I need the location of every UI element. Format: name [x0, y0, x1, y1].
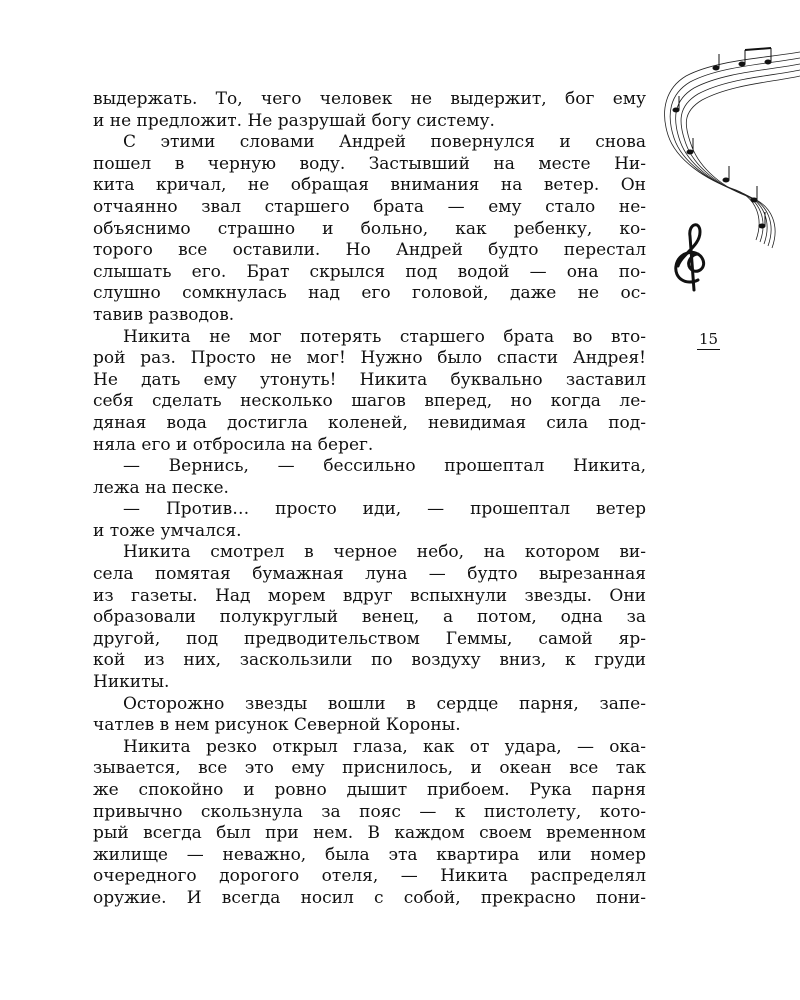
text-line: зывается, все это ему приснилось, и океан все так [93, 758, 646, 779]
text-line: няла его и отбросила на берег. [93, 434, 374, 455]
music-staff-with-treble-clef-icon [646, 40, 800, 300]
text-line: рый всегда был при нем. В каждом своем временном [93, 823, 646, 844]
text-line: жилище — неважно, была эта квартира или номер [93, 844, 646, 865]
text-line: лежа на песке. [93, 477, 229, 498]
text-line: оружие. И всегда носил с собой, прекрасно пони- [93, 887, 646, 908]
text-line: Осторожно звезды вошли в сердце парня, запе- [123, 693, 646, 714]
text-line: очередного дорогого отеля, — Никита распределял [93, 866, 646, 887]
text-line: Не дать ему утонуть! Никита буквально заставил [93, 369, 646, 390]
text-line: рой раз. Просто не мог! Нужно было спасти Андрея! [93, 348, 646, 369]
text-line: выдержать. То, чего человек не выдержит, бог ему [93, 89, 646, 109]
text-line: Никиты. [93, 672, 170, 693]
text-line: привычно скользнула за пояс — к пистолету, кото- [93, 801, 646, 822]
text-line: слышать его. Брат скрылся под водой — она по- [93, 261, 646, 282]
page-number: 15 [699, 330, 719, 348]
text-line: Никита резко открыл глаза, как от удара, — ока- [123, 736, 646, 757]
text-line: дяная вода достигла коленей, невидимая сила под- [93, 412, 646, 433]
text-line: кита кричал, не обращая внимания на ветер. Он [93, 175, 646, 196]
text-line: из газеты. Над морем вдруг вспыхнули звезды. Они [93, 585, 646, 606]
text-line: тавив разводов. [93, 304, 235, 325]
text-line: объяснимо страшно и больно, как ребенку, ко- [93, 218, 646, 239]
text-line: села помятая бумажная луна — будто вырезанная [93, 564, 646, 585]
text-line: отчаянно звал старшего брата — ему стало не- [93, 196, 646, 217]
text-line: пошел в черную воду. Застывший на месте Ни- [93, 153, 646, 174]
text-line: — Вернись, — бессильно прошептал Никита, [123, 456, 646, 477]
text-line: и тоже умчался. [93, 520, 242, 541]
text-line: — Против… просто иди, — прошептал ветер [123, 499, 646, 520]
text-line: чатлев в нем рисунок Северной Короны. [93, 715, 461, 736]
text-line: кой из них, заскользили по воздуху вниз, к груди [93, 650, 646, 671]
text-line: торого все оставили. Но Андрей будто перестал [93, 240, 646, 261]
text-line: Никита смотрел в черное небо, на котором ви- [123, 542, 646, 563]
text-line: образовали полукруглый венец, а потом, одна за [93, 607, 646, 628]
text-line: Никита не мог потерять старшего брата во вто- [123, 326, 646, 347]
text-line: слушно сомкнулась над его головой, даже не ос- [93, 283, 646, 304]
text-line: же спокойно и ровно дышит прибоем. Рука парня [93, 780, 646, 800]
text-line: и не предложит. Не разрушай богу систему. [93, 110, 495, 131]
body-text [93, 89, 646, 910]
text-line: С этими словами Андрей повернулся и снова [123, 132, 646, 153]
text-line: себя сделать несколько шагов вперед, но когда ле- [93, 391, 646, 412]
text-line: другой, под предводительством Геммы, самой яр- [93, 628, 646, 649]
